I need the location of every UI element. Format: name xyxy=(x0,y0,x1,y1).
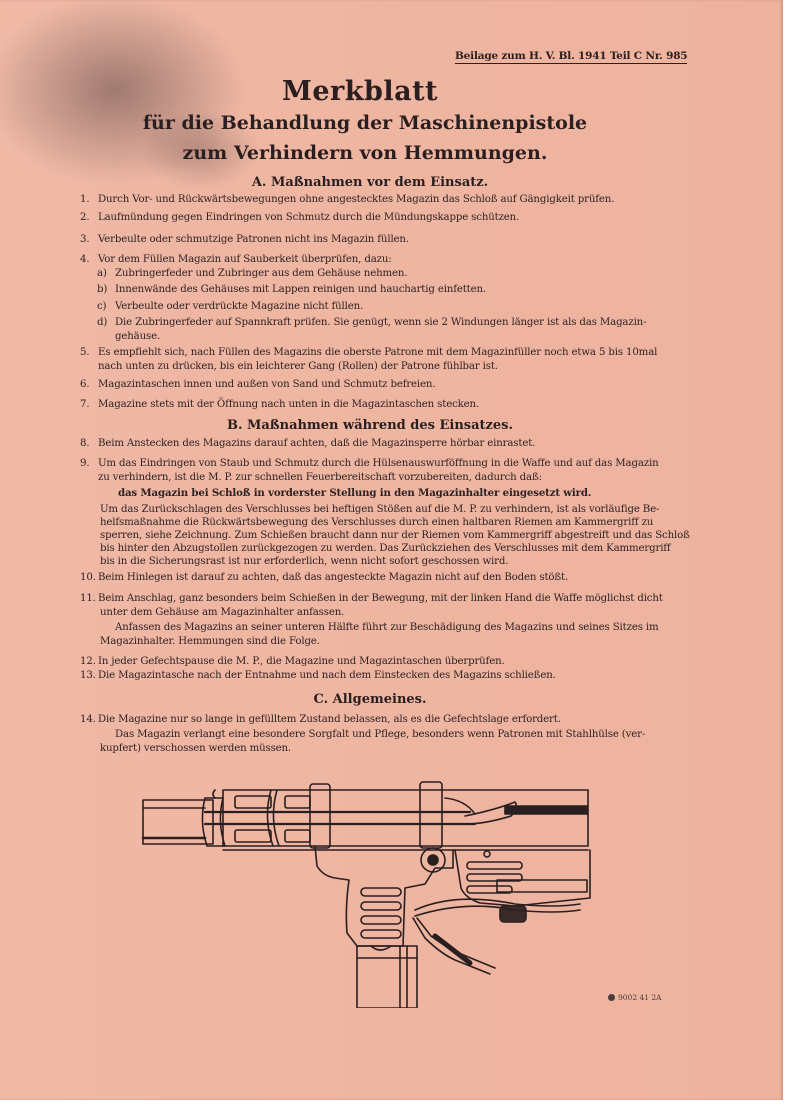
list-item-9: 9. Um das Eindringen von Staub und Schmutz durch die Hülsenauswurföffnung in die Waffe und auf das Magazin xyxy=(80,458,659,469)
print-code: 9002 41 2A xyxy=(608,993,662,1002)
submachine-gun-illustration xyxy=(135,768,595,1008)
list-item-11-continued: unter dem Gehäuse am Magazinhalter anfassen. xyxy=(100,607,345,618)
list-item-9-paragraph-line-5: bis in die Sicherungsrast ist nur erforderlich, wenn nicht sofort geschossen wird. xyxy=(100,556,509,567)
list-item-8: 8. Beim Anstecken des Magazins darauf achten, daß die Magazinsperre hörbar einrastet. xyxy=(80,438,536,449)
list-item-4: 4. Vor dem Füllen Magazin auf Sauberkeit überprüfen, dazu: xyxy=(80,254,392,265)
document-title: Merkblatt xyxy=(281,76,439,107)
list-item-14-paragraph-line-1: Das Magazin verlangt eine besondere Sorgfalt und Pflege, besonders wenn Patronen mit Stahlhülse (ver- xyxy=(115,729,646,740)
list-item-9-emphasis: das Magazin bei Schloß in vorderster Stellung in den Magazinhalter eingesetzt wird. xyxy=(118,487,592,499)
document-subtitle-line-2: zum Verhindern von Hemmungen. xyxy=(182,142,548,164)
list-item-2: 2. Laufmündung gegen Eindringen von Schmutz durch die Mündungskappe schützen. xyxy=(80,212,520,223)
list-subitem-4c: c) Verbeulte oder verdrückte Magazine nicht füllen. xyxy=(97,301,364,312)
list-item-10: 10. Beim Hinlegen ist darauf zu achten, daß das angesteckte Magazin nicht auf den Boden stößt. xyxy=(80,572,569,583)
document-subtitle-line-1: für die Behandlung der Maschinenpistole xyxy=(142,112,588,134)
list-subitem-4a: a) Zubringerfeder und Zubringer aus dem Gehäuse nehmen. xyxy=(97,268,408,279)
list-item-11: 11. Beim Anschlag, ganz besonders beim Schießen in der Bewegung, mit der linken Hand die Waffe möglichst dicht xyxy=(80,593,663,604)
list-subitem-4d-continued: gehäuse. xyxy=(115,331,161,342)
list-item-9-paragraph-line-1: Um das Zurückschlagen des Verschlusses bei heftigen Stößen auf die M. P. zu verhindern, ist als vorläufige Be- xyxy=(100,504,660,515)
list-item-6: 6. Magazintaschen innen und außen von Sand und Schmutz befreien. xyxy=(80,379,436,390)
reference-line: Beilage zum H. V. Bl. 1941 Teil C Nr. 985 xyxy=(455,50,688,62)
section-b-heading: B. Maßnahmen während des Einsatzes. xyxy=(226,418,514,433)
list-item-14-paragraph-line-2: kupfert) verschossen werden müssen. xyxy=(100,743,292,754)
list-item-9-paragraph-line-4: bis hinter den Abzugstollen zurückgezogen zu werden. Das Zurückziehen des Verschlusses mit dem Kammergriff xyxy=(100,543,671,554)
list-item-1: 1. Durch Vor- und Rückwärtsbewegungen ohne angestecktes Magazin das Schloß auf Gängigkeit prüfen. xyxy=(80,194,615,205)
list-subitem-4b: b) Innenwände des Gehäuses mit Lappen reinigen und hauchartig einfetten. xyxy=(97,284,486,295)
section-c-heading: C. Allgemeines. xyxy=(313,692,427,707)
list-item-11-paragraph-line-1: Anfassen des Magazins an seiner unteren Hälfte führt zur Beschädigung des Magazins und seines Sitzes im xyxy=(115,622,659,633)
section-a-heading: A. Maßnahmen vor dem Einsatz. xyxy=(251,175,489,190)
printer-mark-icon xyxy=(608,994,615,1001)
list-item-9-paragraph-line-3: sperren, siehe Zeichnung. Zum Schießen braucht dann nur der Riemen vom Kammergriff abgestreift und das Schloß xyxy=(100,530,690,541)
list-subitem-4d: d) Die Zubringerfeder auf Spannkraft prüfen. Sie genügt, wenn sie 2 Windungen länger ist als das Magazin- xyxy=(97,317,647,328)
list-item-13: 13. Die Magazintasche nach der Entnahme und nach dem Einstecken des Magazins schließen. xyxy=(80,670,556,681)
list-item-7: 7. Magazine stets mit der Öffnung nach unten in die Magazintaschen stecken. xyxy=(80,399,480,410)
list-item-3: 3. Verbeulte oder schmutzige Patronen nicht ins Magazin füllen. xyxy=(80,234,409,245)
list-item-5-continued: nach unten zu drücken, bis ein leichterer Gang (Rollen) der Patrone fühlbar ist. xyxy=(98,361,498,372)
list-item-12: 12. In jeder Gefechtspause die M. P., die Magazine und Magazintaschen überprüfen. xyxy=(80,656,505,667)
list-item-11-paragraph-line-2: Magazinhalter. Hemmungen sind die Folge. xyxy=(100,636,320,647)
list-item-5: 5. Es empfiehlt sich, nach Füllen des Magazins die oberste Patrone mit dem Magazinfüller noch etwa 5 bis 10mal xyxy=(80,347,658,358)
list-item-9-paragraph-line-2: helfsmaßnahme die Rückwärtsbewegung des Verschlusses durch einen haltbaren Riemen am Kammergriff zu xyxy=(100,517,654,528)
list-item-14: 14. Die Magazine nur so lange in gefülltem Zustand belassen, als es die Gefechtslage erfordert. xyxy=(80,714,561,725)
list-item-9-continued: zu verhindern, ist die M. P. zur schnellen Feuerbereitschaft vorzubereiten, dadurch daß: xyxy=(98,472,542,483)
